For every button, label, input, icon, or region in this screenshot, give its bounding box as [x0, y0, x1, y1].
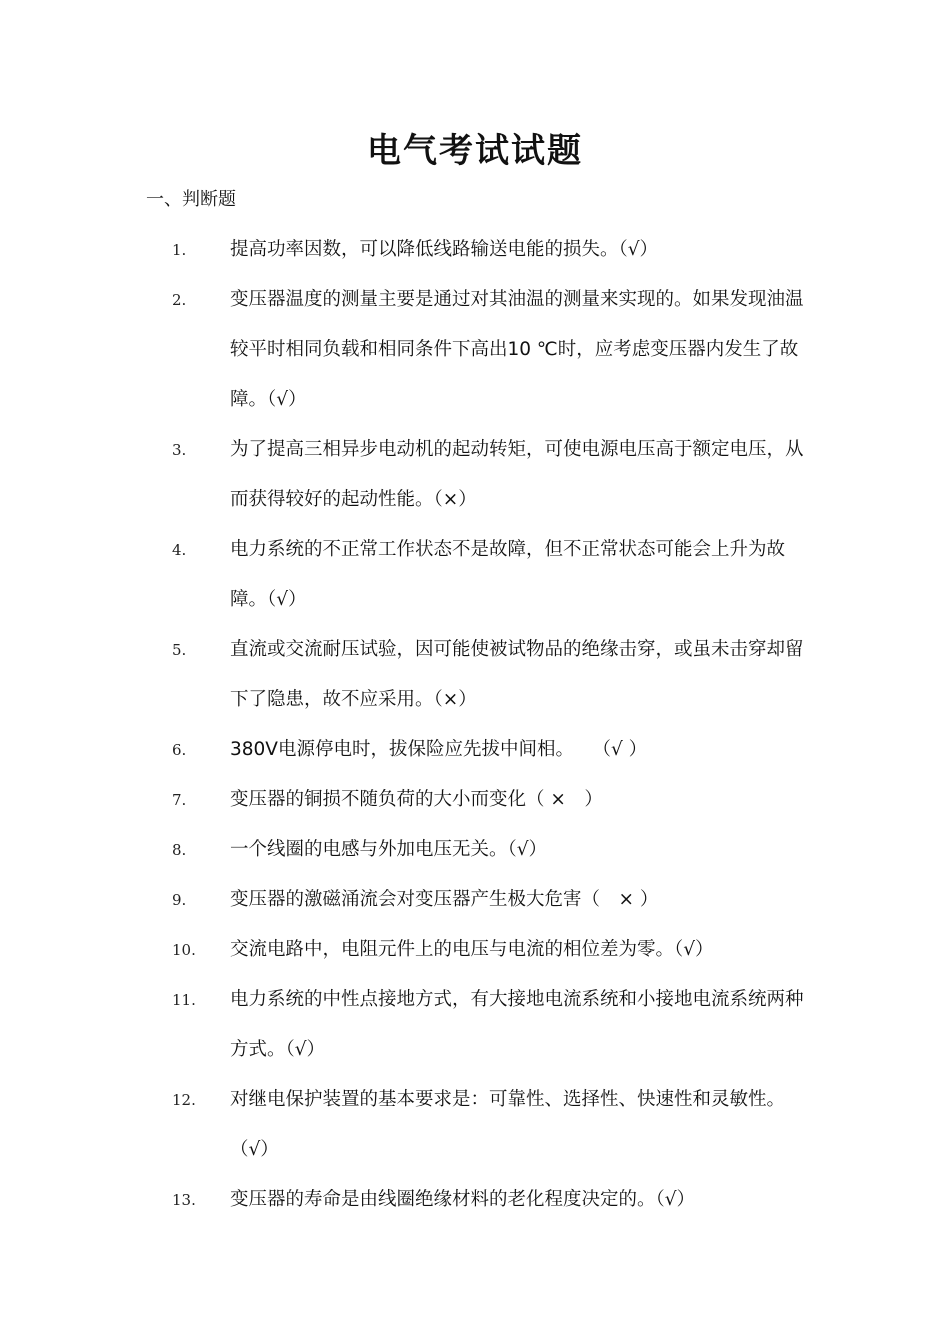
- question-text: 一个线圈的电感与外加电压无关。（√）: [230, 839, 548, 860]
- question-item: [0, 975, 950, 1075]
- question-text: 变压器的寿命是由线圈绝缘材料的老化程度决定的。（√）: [230, 1189, 696, 1210]
- question-item: [0, 775, 950, 825]
- question-item: [0, 1075, 950, 1175]
- question-item: [0, 525, 950, 625]
- page-title: 电气考试试题: [367, 131, 583, 171]
- question-item: [0, 875, 950, 925]
- question-item: [0, 625, 950, 725]
- question-text: 直流或交流耐压试验，因可能使被试物品的绝缘击穿，或虽未击穿却留下了隐患，故不应采用。（×）: [230, 639, 804, 710]
- question-number: 8.: [172, 841, 187, 859]
- question-item: [0, 425, 950, 525]
- question-text: 变压器温度的测量主要是通过对其油温的测量来实现的。如果发现油温较平时相同负载和相同条件下高出10 ℃时，应考虑变压器内发生了故障。（√）: [230, 289, 804, 410]
- question-number: 12.: [172, 1091, 196, 1109]
- question-number: 13.: [172, 1191, 196, 1209]
- question-text: 变压器的铜损不随负荷的大小而变化（ × ）: [230, 789, 603, 810]
- question-text: 交流电路中，电阻元件上的电压与电流的相位差为零。（√）: [230, 939, 714, 960]
- section-heading: 一、判断题: [146, 189, 236, 210]
- question-number: 3.: [172, 441, 187, 459]
- question-item: [0, 825, 950, 875]
- question-text: 电力系统的中性点接地方式，有大接地电流系统和小接地电流系统两种方式。（√）: [230, 989, 804, 1060]
- question-text: 提高功率因数，可以降低线路输送电能的损失。（√）: [230, 239, 659, 260]
- question-item: [0, 225, 950, 275]
- question-item: [0, 275, 950, 425]
- question-text: 对继电保护装置的基本要求是：可靠性、选择性、快速性和灵敏性。（√）: [230, 1089, 786, 1160]
- question-text: 为了提高三相异步电动机的起动转矩，可使电源电压高于额定电压，从而获得较好的起动性能。（×）: [230, 439, 804, 510]
- question-number: 7.: [172, 791, 187, 809]
- question-item: [0, 725, 950, 775]
- question-text: 电力系统的不正常工作状态不是故障，但不正常状态可能会上升为故障。（√）: [230, 539, 786, 610]
- question-number: 2.: [172, 291, 187, 309]
- question-number: 9.: [172, 891, 187, 909]
- question-number: 11.: [172, 991, 196, 1009]
- question-number: 1.: [172, 241, 187, 259]
- question-text: 380V电源停电时，拔保险应先拔中间相。 （√ ）: [230, 739, 648, 760]
- question-item: [0, 1175, 950, 1225]
- question-number: 4.: [172, 541, 187, 559]
- question-number: 10.: [172, 941, 196, 959]
- question-list: [0, 225, 950, 1225]
- question-item: [0, 925, 950, 975]
- question-text: 变压器的激磁涌流会对变压器产生极大危害（ × ）: [230, 889, 659, 910]
- question-number: 6.: [172, 741, 187, 759]
- question-number: 5.: [172, 641, 187, 659]
